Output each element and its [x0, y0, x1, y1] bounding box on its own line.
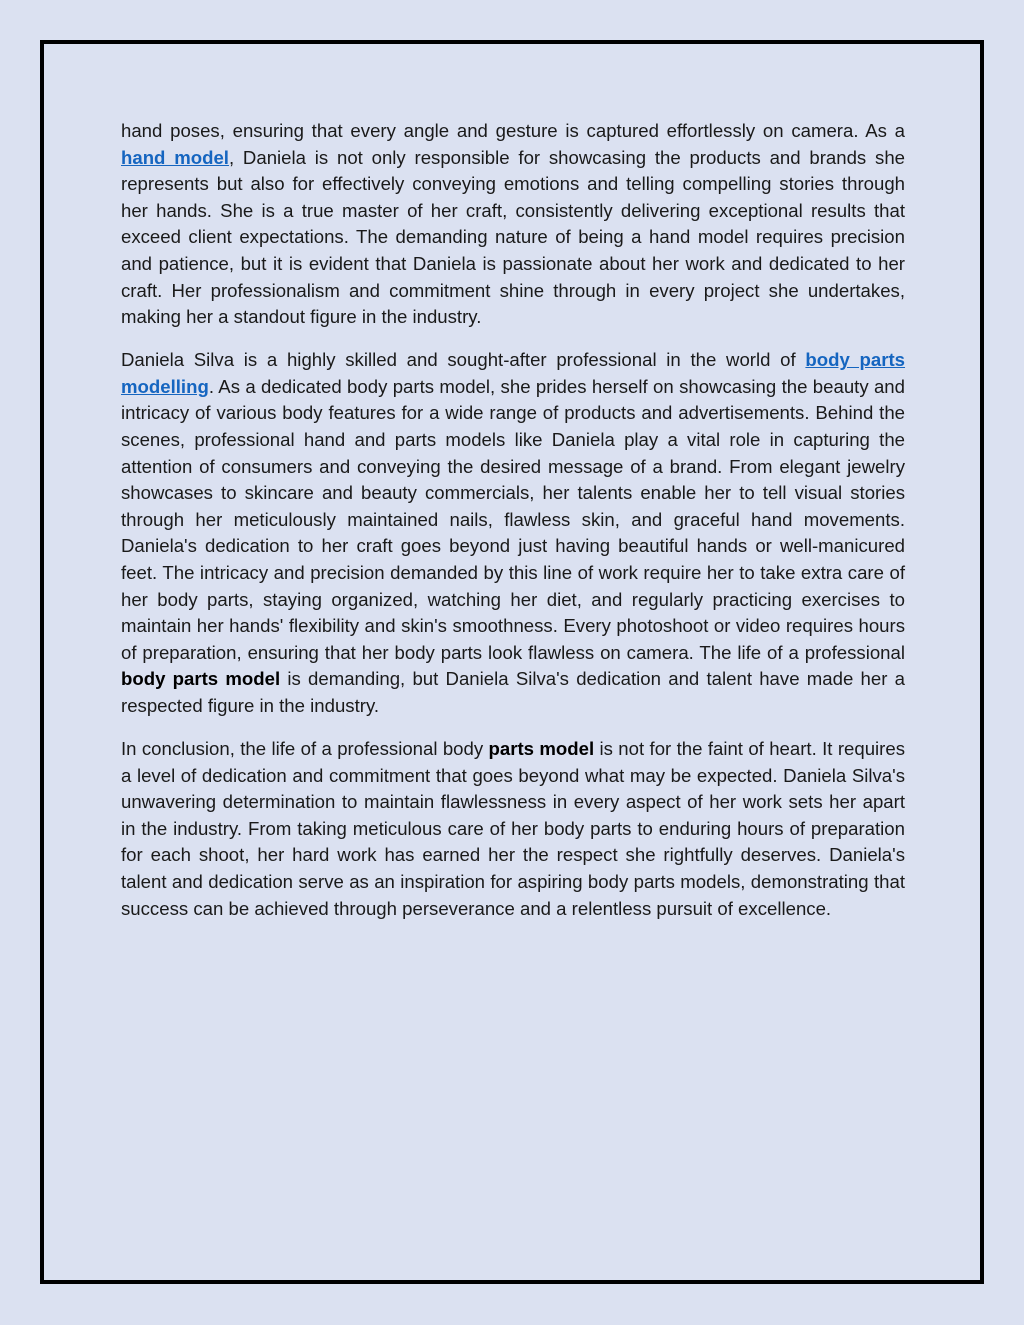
document-body	[121, 118, 905, 939]
paragraph-2-text-1: Daniela Silva is a highly skilled and sought-after professional in the world of	[121, 349, 806, 371]
paragraph-3	[121, 736, 905, 922]
paragraph-1-text-1: hand poses, ensuring that every angle and gesture is captured effortlessly on camera. As a	[121, 120, 905, 141]
body-parts-modelling-link[interactable]: body parts modelling	[121, 349, 906, 397]
paragraph-1-text-2: , Daniela is not only responsible for showcasing the products and brands she represents but also for effectively conveying emotions and telling compelling stories through her hands. She is a true master of her craft, consistently delivering exceptional results that exceed client expectations. The demanding nature of being a hand model requires precision and patience, but it is evident that Daniela is passionate about her work and dedicated to her craft. Her professionalism and commitment shine through in every project she undertakes, making her a standout figure in the industry.	[121, 146, 905, 328]
paragraph-2	[121, 347, 905, 719]
paragraph-3-text-2: is not for the faint of heart. It requires a level of dedication and commitment that goes beyond what may be expected. Daniela Silva's unwavering determination to maintain flawlessness in every aspect of her work sets her apart in the industry. From taking meticulous care of her body parts to enduring hours of preparation for each shoot, her hard work has earned her the respect she rightfully deserves. Daniela's talent and dedication serve as an inspiration for aspiring body parts models, demonstrating that success can be achieved through perseverance and a relentless pursuit of excellence.	[121, 738, 905, 919]
page-frame	[40, 40, 984, 1284]
hand-model-link[interactable]: hand model	[121, 146, 229, 168]
paragraph-2-text-3: is demanding, but Daniela Silva's dedication and talent have made her a respected figure in the industry.	[121, 668, 905, 716]
paragraph-1	[121, 118, 905, 331]
paragraph-3-text-1: In conclusion, the life of a professional body	[121, 738, 489, 760]
body-parts-model-bold: body parts model	[121, 668, 281, 690]
paragraph-2-text-2: . As a dedicated body parts model, she prides herself on showcasing the beauty and intricacy of various body features for a wide range of products and advertisements. Behind the scenes, professional hand and parts models like Daniela play a vital role in capturing the attention of consumers and conveying the desired message of a brand. From elegant jewelry showcases to skincare and beauty commercials, her talents enable her to tell visual stories through her meticulously maintained nails, flawless skin, and graceful hand movements. Daniela's dedication to her craft goes beyond just having beautiful hands or well-manicured feet. The intricacy and precision demanded by this line of work require her to take extra care of her body parts, staying organized, watching her diet, and regularly practicing exercises to maintain her hands' flexibility and skin's smoothness. Every photoshoot or video requires hours of preparation, ensuring that her body parts look flawless on camera. The life of a professional	[121, 375, 905, 663]
parts-model-bold: parts model	[488, 738, 595, 760]
